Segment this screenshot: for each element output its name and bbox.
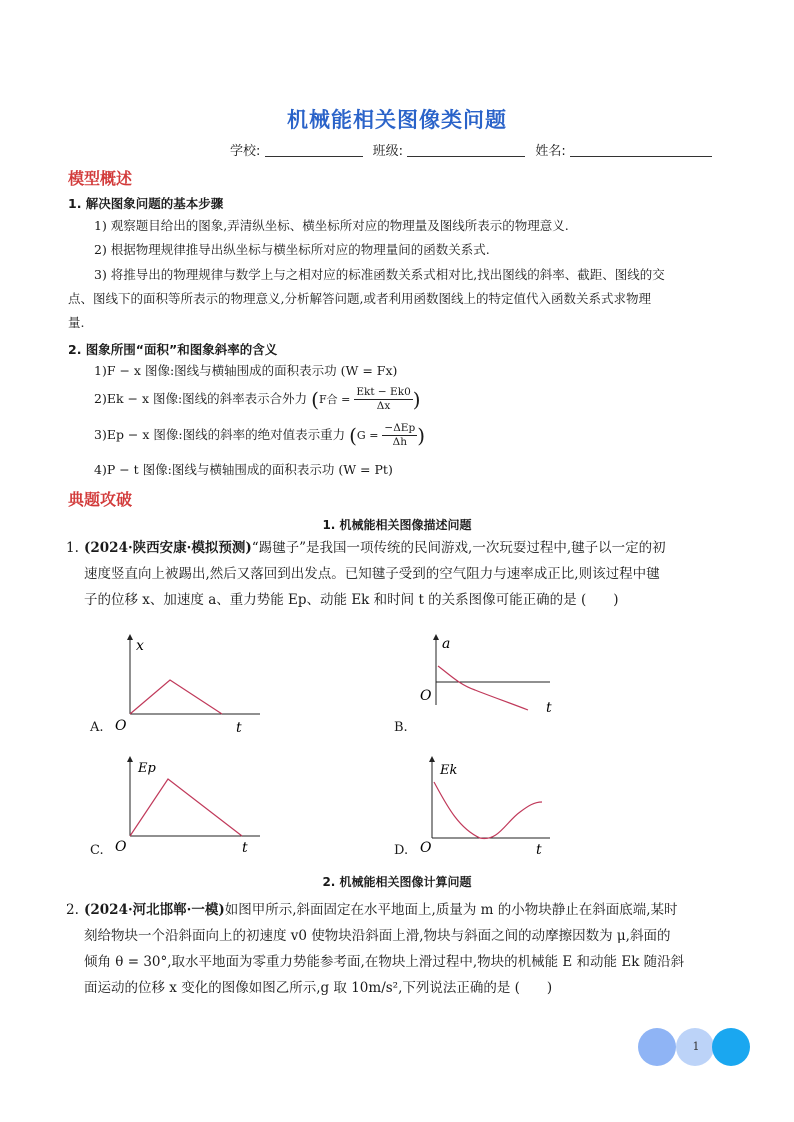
option-d-y-label: Ek [440, 763, 458, 778]
graph-meaning-1-formula: (W = Fx) [340, 363, 398, 378]
option-c-graph[interactable] [110, 752, 270, 857]
class-label: 班级: [372, 144, 404, 159]
graph-meaning-2-numerator: Ekt − Ek0 [356, 386, 411, 398]
part-2-title: 2. 机械能相关图像计算问题 [322, 875, 472, 889]
subheading-area-slope: 2. 图象所围“面积”和图象斜率的含义 [68, 342, 278, 357]
option-a-y-label: x [136, 638, 144, 654]
part-1-title: 1. 机械能相关图像描述问题 [322, 518, 472, 532]
name-label: 姓名: [535, 144, 566, 159]
graph-meaning-3-fraction [382, 422, 417, 449]
option-c-y-label: Ep [138, 761, 156, 776]
option-d-origin: O [420, 840, 432, 856]
q2-source: (2024·河北邯郸·一模) [84, 902, 225, 918]
graph-meaning-3: 3)Ep − x 图像:图线的斜率的绝对值表示重力 (G = $\frac{\text{−ΔEp}}{\Delta h}$ ) [94, 422, 426, 448]
step-3-line-1: 3) 将推导出的物理规律与数学上与之相对应的标准函数关系式相对比,找出图线的斜率、截距、图线的交 [94, 267, 665, 282]
step-3-line-2: 点、图线下的面积等所表示的物理意义,分析解答问题,或者利用函数图线上的特定值代入函数关系式求物理 [68, 291, 651, 306]
option-d-label[interactable]: D. [394, 843, 409, 858]
option-b-x-label: t [546, 700, 552, 716]
class-blank[interactable] [407, 144, 525, 157]
graph-meaning-3-numerator: −ΔEp [384, 422, 416, 434]
option-c-x-label: t [242, 840, 248, 856]
q2-number: 2. [66, 902, 79, 918]
q2-line-1: 如图甲所示,斜面固定在水平地面上,质量为 m 的小物块静止在斜面底端,某时 [224, 902, 678, 918]
graph-meaning-2: 2)Ek − x 图像:图线的斜率表示合外力 (F合 = $\frac{\text{Ekt − Ek0}}{\Delta x}$ ) [94, 386, 421, 412]
step-2: 2) 根据物理规律推导出纵坐标与横坐标所对应的物理量间的函数关系式. [94, 242, 490, 257]
option-d-graph[interactable] [410, 752, 560, 857]
section-heading-examples: 典题攻破 [68, 490, 133, 509]
option-d-curve [434, 782, 542, 839]
page-title: 机械能相关图像类问题 [287, 108, 507, 132]
graph-meaning-2-denominator: Δx [376, 400, 391, 412]
school-label: 学校: [230, 144, 261, 159]
graph-meaning-1-text: 1)F − x 图像:图线与横轴围成的面积表示功 [94, 363, 337, 378]
graph-meaning-1 [94, 360, 397, 382]
section-heading-overview: 模型概述 [68, 169, 133, 188]
graph-meaning-3-denominator: Δh [392, 436, 407, 448]
graph-meaning-3-text: 3)Ep − x 图像:图线的斜率的绝对值表示重力 [94, 427, 346, 442]
q1-line-3: 子的位移 x、加速度 a、重力势能 Ep、动能 Ek 和时间 t 的关系图像可能正确的是 ( ) [84, 592, 619, 608]
graph-meaning-3-lhs: G = [356, 429, 379, 442]
q2-text [84, 897, 744, 1001]
q2-line-4: 面运动的位移 x 变化的图像如图乙所示,g 取 10m/s²,下列说法正确的是 ( ) [84, 980, 553, 996]
graph-meaning-4 [94, 459, 393, 481]
graph-meaning-2-fraction [354, 386, 412, 413]
q2-line-2: 刻给物块一个沿斜面向上的初速度 v0 使物块沿斜面上滑,物块与斜面之间的动摩擦因数为 μ,斜面的 [84, 928, 671, 944]
option-a-x-label: t [236, 720, 242, 736]
graph-meaning-4-formula: (W = Pt) [338, 462, 393, 477]
option-b-label[interactable]: B. [394, 720, 408, 735]
q1-text [84, 535, 744, 613]
option-a-origin: O [115, 718, 127, 734]
footer-circle-right [712, 1028, 750, 1066]
option-b-curve [438, 666, 528, 710]
option-b-graph[interactable] [410, 630, 560, 720]
step-1: 1) 观察题目给出的图象,弄清纵坐标、横坐标所对应的物理量及图线所表示的物理意义. [94, 218, 569, 233]
option-b-y-label: a [442, 636, 451, 652]
option-c-label[interactable]: C. [90, 843, 104, 858]
graph-meaning-2-text: 2)Ek − x 图像:图线的斜率表示合外力 [94, 391, 308, 406]
student-info-line [230, 140, 718, 159]
page-number: 1 [692, 1040, 700, 1053]
school-blank[interactable] [265, 144, 363, 157]
step-3-line-3: 量. [68, 315, 85, 330]
q2-line-3: 倾角 θ = 30°,取水平地面为零重力势能参考面,在物块上滑过程中,物块的机械能 E 和动能 Ek 随沿斜 [84, 954, 685, 970]
subheading-steps: 1. 解决图象问题的基本步骤 [68, 196, 224, 211]
q1-source: (2024·陕西安康·模拟预测) [84, 540, 252, 556]
graph-meaning-2-lhs: F合 = [318, 393, 351, 406]
option-a-graph[interactable] [110, 630, 270, 740]
name-blank[interactable] [570, 144, 712, 157]
option-b-origin: O [420, 688, 432, 704]
option-c-origin: O [115, 839, 127, 855]
footer-circle-left [638, 1028, 676, 1066]
q1-line-2: 速度竖直向上被踢出,然后又落回到出发点。已知毽子受到的空气阻力与速率成正比,则该过程中毽 [84, 566, 660, 582]
option-d-x-label: t [536, 842, 542, 857]
q1-number: 1. [66, 540, 79, 556]
option-a-curve [130, 680, 222, 714]
q1-line-1: “踢毽子”是我国一项传统的民间游戏,一次玩耍过程中,毽子以一定的初 [251, 540, 666, 556]
option-c-curve [130, 779, 242, 836]
option-a-label[interactable]: A. [90, 720, 104, 735]
graph-meaning-4-text: 4)P − t 图像:图线与横轴围成的面积表示功 [94, 462, 335, 477]
